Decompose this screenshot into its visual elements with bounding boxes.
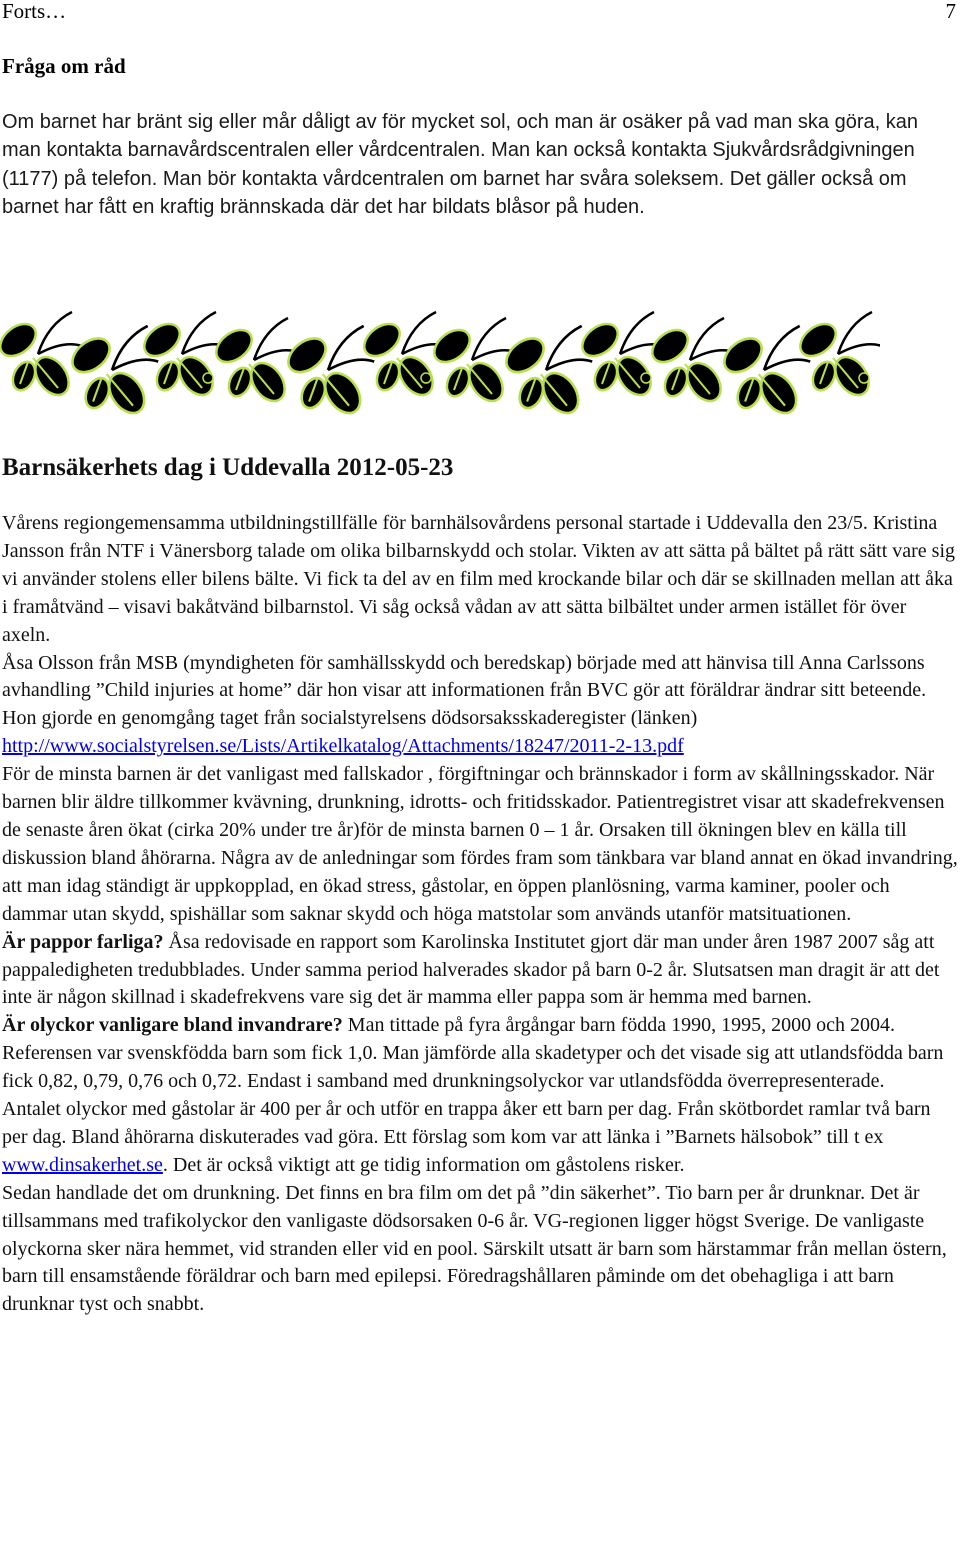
paragraph-text: Åsa redovisade en rapport som Karolinska Institutet gjort där man under åren 1987 2007 såg att pappaledigheten tredubblades. Under samma period halverades skador på barn 0-2 år. Slutsatsen man dragit är att det inte är någon skillnad i skadefrekvens vare sig det är mamma eller pappa som är hemma med barnen.: [2, 930, 940, 1009]
dot-icon: [641, 373, 651, 383]
article-body: [2, 510, 958, 1319]
dot-icon: [421, 373, 431, 383]
paragraph-text: . Det är också viktigt att ge tidig information om gåstolens risker.: [162, 1153, 685, 1176]
paragraph-text: Åsa Olsson från MSB (myndigheten för samhällsskydd och beredskap) började med att hänvisa till Anna Carlssons avhandling ”Child injuries at home” där hon visar att informationen från BVC gör att föräldrar ändrar sitt beteende. Hon gjorde en genomgång taget från socialstyrelsens dödsorsaksskaderegister (länken): [2, 651, 927, 730]
section-title: Fråga om råd: [2, 54, 126, 78]
butterfly-icon: [718, 326, 810, 418]
butterfly-icon: [282, 326, 374, 418]
butterfly-border-divider: [0, 310, 880, 418]
section-body: Om barnet har bränt sig eller mår dåligt av för mycket sol, och man är osäker på vad man ska göra, kan man kontakta barnavårdscentralen eller vårdcentralen. Man kan också kontakta Sjukvårdsrådgivningen (1177) på telefon. Man bör kontakta vårdcentralen om barnet har svåra soleksem. Det gäller också om barnet har fått en kraftig brännskada där det har bildats blåsor på huden.: [2, 111, 918, 218]
paragraph-heading: Är olyckor vanligare bland invandrare?: [2, 1014, 343, 1037]
page-header: [2, 0, 958, 24]
butterfly-icon: [358, 312, 446, 401]
article-paragraph: [2, 1096, 958, 1180]
butterfly-icon: [576, 312, 664, 401]
butterfly-icon: [0, 312, 82, 401]
paragraph-text: Man tittade på fyra årgångar barn födda 1990, 1995, 2000 och 2004. Referensen var svenskfödda barn som fick 1,0. Man jämförde alla skadetyper och det visade sig att utlandsfödda barn fick 0,82, 0,79, 0,76 och 0,72. Endast i samband med drunkningsolyckor var utlandsfödda överrepresenterade.: [2, 1014, 944, 1093]
butterfly-icon: [500, 326, 592, 418]
butterfly-icon: [794, 312, 880, 401]
article-paragraph: För de minsta barnen är det vanligast med fallskador , förgiftningar och brännskador i form av skållningsskador. När barnen blir äldre tillkommer kvävning, drunkning, idrotts- och fritidsskador. Patientregistret visar att skadefrekvensen de senaste åren ökat (cirka 20% under tre år)för de minsta barnen 0 – 1 år. Orsaken till ökningen blev en källa till diskussion bland åhörarna. Några av de anledningar som fördes fram som tänkbara var bland annat en ökad invandring, att man idag ständigt är uppkopplad, en ökad stress, gåstolar, en öppen planlösning, varma kaminer, pooler och dammar utan skydd, spishällar som saknar skydd och höga matstolar som används utanför matsituationen.: [2, 763, 958, 925]
article-paragraph: Sedan handlade det om drunkning. Det finns en bra film om det på ”din säkerhet”. Tio barn per år drunknar. Det är tillsammans med trafikolyckor den vanligaste dödsorsaken 0-6 år. VG-regionen ligger högst Sverige. De vanligaste olyckorna sker nära hemmet, vid stranden eller vid en pool. Särskilt utsatt är barn som härstammar från mellan östern, barn till ensamstående föräldrar och barn med epilepsi. Föredragshållaren påminde om det obehagliga i att barn drunknar tyst och snabbt.: [2, 1181, 947, 1316]
dot-icon: [859, 373, 869, 383]
butterfly-icon: [210, 318, 298, 407]
article-paragraph: [2, 1012, 958, 1096]
dot-icon: [203, 373, 213, 383]
butterfly-icon: [138, 312, 226, 401]
article-paragraph: [2, 929, 958, 1013]
paragraph-text: Antalet olyckor med gåstolar är 400 per år och utför en trappa åker ett barn per dag. Från skötbordet ramlar två barn per dag. Bland åhörarna diskuterades vad göra. Ett förslag som kom var att länka i ”Barnets hälsobok” till t ex: [2, 1098, 931, 1148]
article-paragraph: [2, 650, 958, 762]
butterfly-icon: [646, 318, 734, 407]
socialstyrelsen-link[interactable]: http://www.socialstyrelsen.se/Lists/Artikelkatalog/Attachments/18247/2011-2-13.pdf: [2, 735, 684, 758]
page-number: 7: [945, 0, 956, 23]
butterfly-icon: [428, 318, 516, 407]
article-paragraph: Vårens regiongemensamma utbildningstillfälle för barnhälsovårdens personal startade i Uddevalla den 23/5. Kristina Jansson från NTF i Vänersborg talade om olika bilbarnskydd och stolar. Vikten av att sätta på bältet på rätt sätt vare sig vi använder stolens eller bilens bälte. Vi fick ta del av en film med krockande bilar och där se skillnaden mellan att åka i framåtvänd – visavi bakåtvänd bilbarnstol. Vi såg också vådan av att sätta bilbältet under armen istället för över axeln.: [2, 512, 956, 646]
article-title: Barnsäkerhets dag i Uddevalla 2012-05-23: [2, 454, 454, 481]
header-continued-label: Forts…: [2, 0, 67, 23]
dinsakerhet-link[interactable]: www.dinsakerhet.se: [2, 1153, 163, 1176]
butterfly-icon: [66, 326, 158, 418]
paragraph-heading: Är pappor farliga?: [2, 930, 164, 953]
